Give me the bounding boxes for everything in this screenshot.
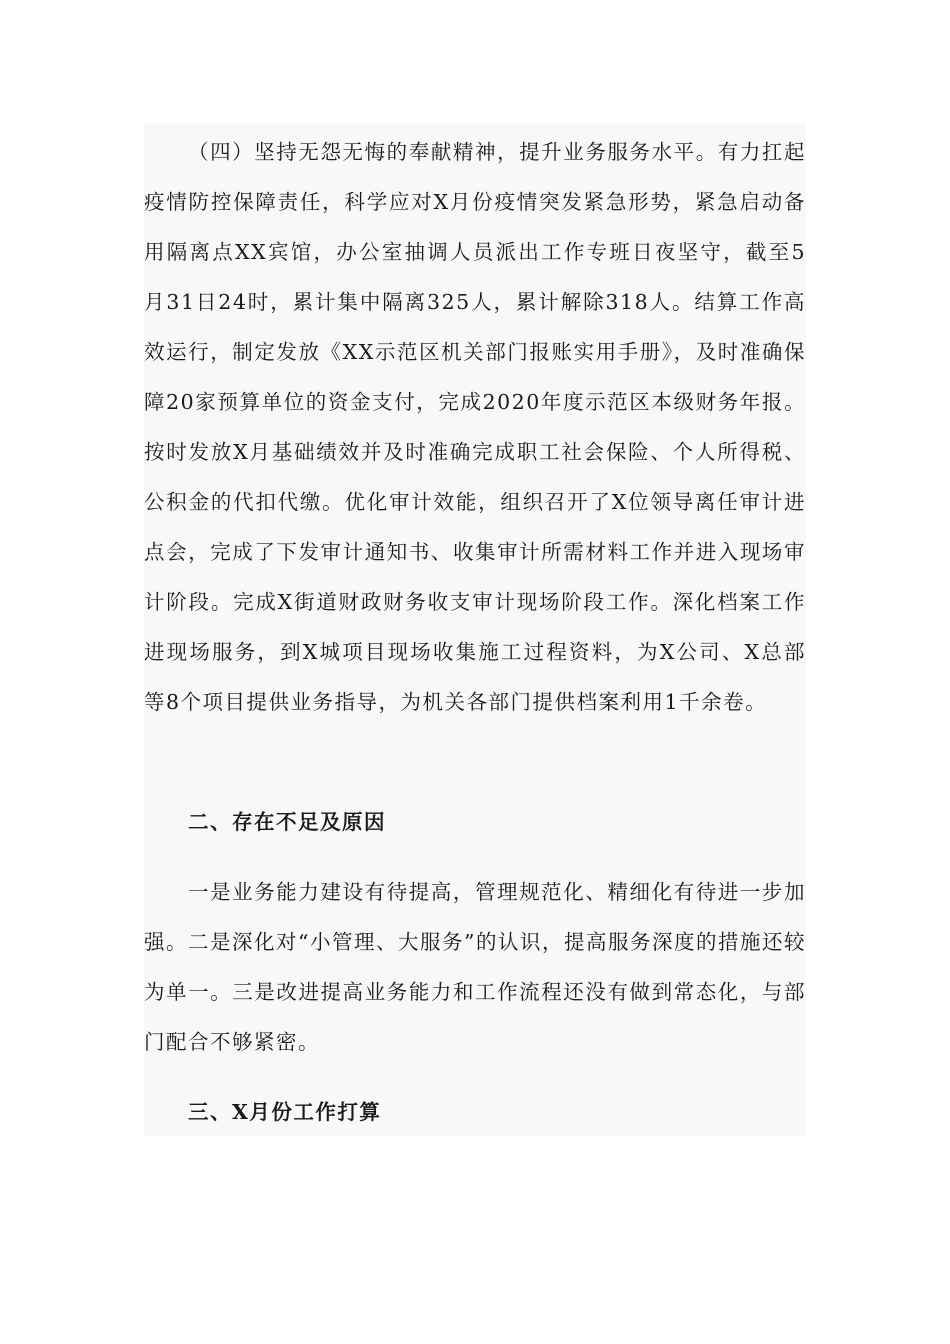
section-heading-shortcomings: 二、存在不足及原因 [188, 810, 386, 834]
section-heading-work-plan: 三、X月份工作打算 [188, 1100, 382, 1124]
paragraph-shortcomings: 一是业务能力建设有待提高，管理规范化、精细化有待进一步加强。二是深化对“小管理、大服务”的认识，提高服务深度的措施还较为单一。三是改进提高业务能力和工作流程还没有做到常态化，与部门配合不够紧密。 [144, 880, 806, 1054]
text-block [144, 124, 806, 1136]
paragraph-service-level: （四）坚持无怨无悔的奉献精神，提升业务服务水平。有力扛起疫情防控保障责任，科学应对X月份疫情突发紧急形势，紧急启动备用隔离点XX宾馆，办公室抽调人员派出工作专班日夜坚守，截至5月31日24时，累计集中隔离325人，累计解除318人。结算工作高效运行，制定发放《XX示范区机关部门报账实用手册》，及时准确保障20家预算单位的资金支付，完成2020年度示范区本级财务年报。按时发放X月基础绩效并及时准确完成职工社会保险、个人所得税、公积金的代扣代缴。优化审计效能，组织召开了X位领导离任审计进点会，完成了下发审计通知书、收集审计所需材料工作并进入现场审计阶段。完成X街道财政财务收支审计现场阶段工作。深化档案工作进现场服务，到X城项目现场收集施工过程资料，为X公司、X总部等8个项目提供业务指导，为机关各部门提供档案利用1千余卷。 [144, 140, 806, 714]
